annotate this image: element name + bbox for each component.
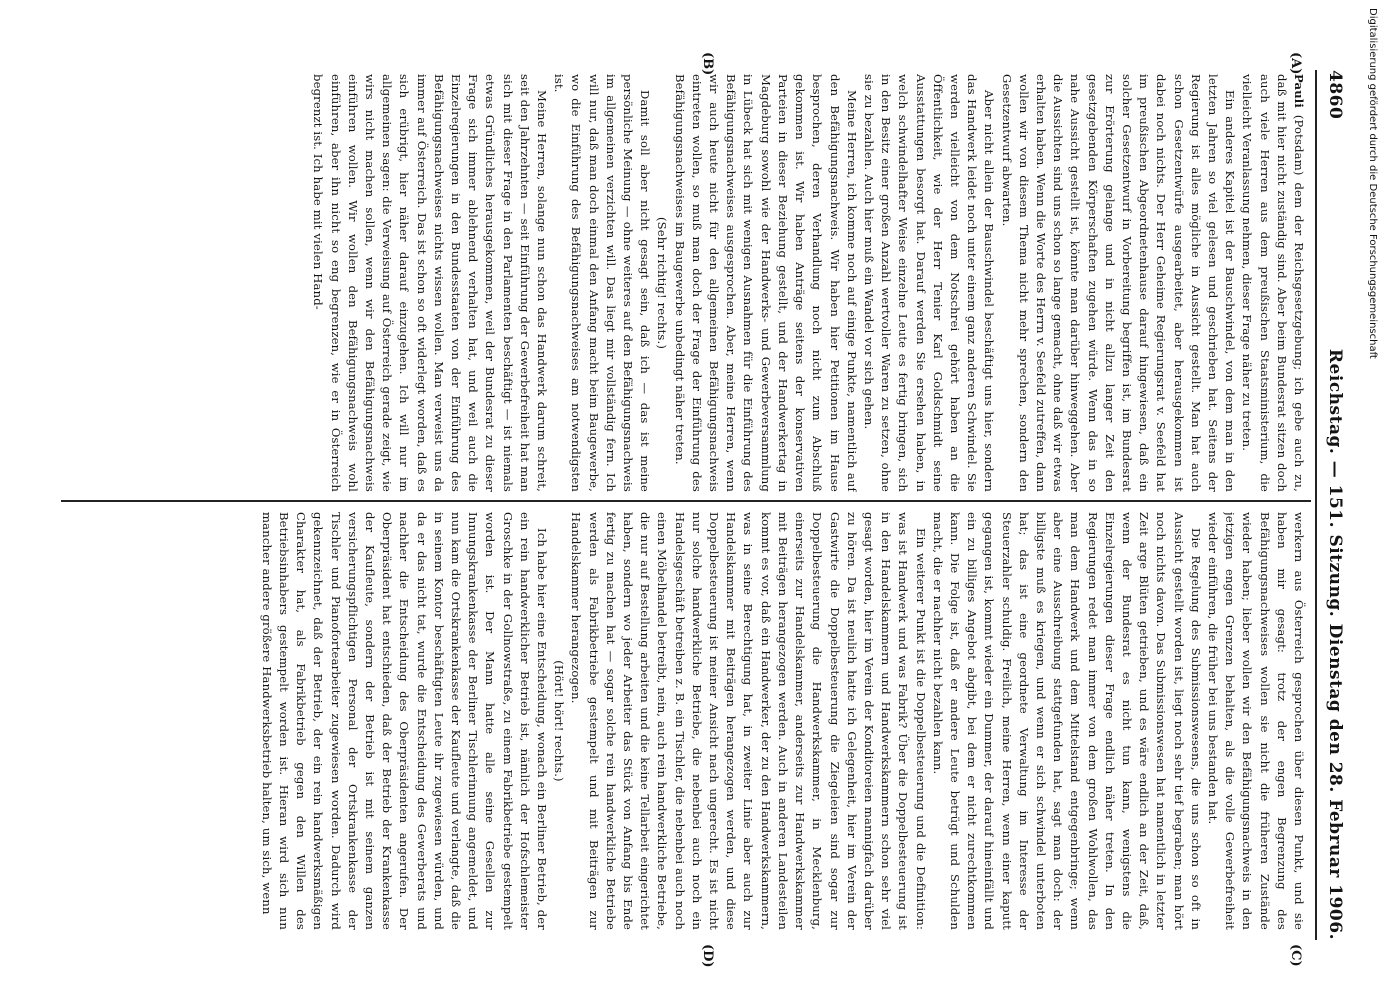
speaker-name: Pauli <box>1292 74 1306 108</box>
paragraph: Ein anderes Kapitel ist der Bauschwindel, von dem man in den letzten Jahren so viel gelesen und geschrieben hat. Seitens der Regierung ist alles mögliche in Aussicht gestellt. Man hat auch schon Gesetzentwürfe ausgearbeitet, aber herausgekommen ist dabei noch nichts. Der Herr Geheime Regierungsrat v. Seefeld hat im preußischen Abgeordnetenhause darauf hingewiesen, daß ein solcher Gesetzentwurf in Vorbereitung begriffen ist, im Bundesrat zur Erörterung gelange und in nicht allzu langer Zeit den gesetzgebenden Körperschaften zugehen würde. Wenn das in so nahe Aussicht gestellt ist, könnte man darüber hinweggehen. Aber die Aussichten sind uns schon so lange gemacht, ohne daß wir etwas erhalten haben. Wenn die Worte des Herrn v. Seefeld zutreffen, dann wollen wir von diesem Thema nicht mehr sprechen, sondern den Gesetzentwurf abwarten. <box>999 74 1238 492</box>
right-column <box>62 512 1307 930</box>
margin-marker-a: (A) <box>1288 52 1303 75</box>
speaker-party: (Potsdam) <box>1292 114 1306 176</box>
page-header <box>1322 70 1348 940</box>
paragraph: Meine Herren, solange nun schon das Handwerk darum schreit, seit den Jahrzehnten — seit Einführung der Gewerbefreiheit hat man sich mit dieser Frage in den Parlamenten beschäftigt — ist niemals etwas Gründliches herausgekommen, weil der Bundesrat zu dieser Frage sich immer ablehnend verhalten hat, und weil auch die Einzelregierungen in den Bundesstaaten von der Einführung des Befähigungsnachweises nichts wissen wollen. Man verweist uns da immer auf Österreich. Das ist schon so oft widerlegt worden, daß es sich erübrigt, hier näher darauf einzugehen. Ich will nur im allgemeinen sagen: die Verweisung auf Österreich gerade zeigt, wie wirs nicht machen sollen, wenn wir den Befähigungsnachweis einführen wollen. Wir wollen den Befähigungsnachweis wohl einführen, aber ihn nicht so eng begrenzen, wie er in Österreich begrenzt ist. Ich habe mit vielen Hand- <box>311 74 550 492</box>
interjection: (Sehr richtig! rechts.) <box>655 217 670 349</box>
left-column <box>62 74 1307 492</box>
header-rule <box>1315 70 1317 940</box>
page-number: 4860 <box>1325 70 1345 120</box>
paragraph: Aber nicht allein der Bauschwindel beschäftigt uns hier, sondern das Handwerk leidet noch unter einem ganz anderen Schwindel. Sie werden vielleicht von dem Notschrei gehört haben an die Öffentlichkeit, wie der Herr Tenier Karl Goldschmidt seine Ausstattungen besorgt hat. Darauf werden Sie ersehen haben, in welch schwindelhafter Weise einzelne Leute es fertig bringen, sich in den Besitz einer großen Anzahl wertvoller Waren zu setzen, ohne sie zu bezahlen. Auch hier muß ein Wandel vor sich gehen. <box>861 74 997 492</box>
paragraph-text: dem der Reichsgesetzgebung; ich gebe auch zu, daß mit hier nicht zuständig sind. Aber beim Bundesrat sitzen doch auch viele Herren aus dem preußischen Staatsministerium, die vielleicht Veranlassung nehmen, dieser Frage näher zu treten. <box>1240 74 1306 492</box>
running-head: Reichstag. — 151. Sitzung. Dienstag den 28. Februar 1906. <box>1325 348 1345 940</box>
paragraph <box>1238 74 1307 492</box>
column-divider <box>61 500 1311 502</box>
paragraph: Ein weiterer Punkt ist die Doppelbesteuerung und die Definition: was ist Handwerk und was Fabrik? Über die Doppelbesteuerung ist in den Handelskammern und Handwerkskammern schon sehr viel gesagt worden, hier im Verein der Konditoreien mannigfach darüber zu hören. Da ist neulich hatte ich Gelegenheit, hier im Verein der Gastwirte die Doppelbesteuerung die Ziegeleien sind sogar zur Doppelbesteuerung die Handwerkskammer, in Mecklenburg, einerseits zur Handelskammer, anderseits zur Handwerkskammer mit Beiträgen herangezogen werden. Auch in anderen Landesteilen kommt es vor, daß ein Handwerker, der zu den Handwerkskammern, was in seine Berechtigung hat, in zweiter Linie aber auch zur Handelskammer mit Beiträgen herangezogen werden, und diese Doppelbesteuerung ist meiner Ansicht nach ungerecht. Es ist nicht nur solche handwerkliche Betriebe, die nebenbei auch noch ein Handelsgeschäft betreiben z. B. ein Tischler, die nebenbei auch noch einen Möbelhandel betreibt, nein, auch rein handwerkliche Betriebe, die nur auf Bestellung arbeiten und die keine Tellarbeit eingerichtet haben, sondern wo jeder Arbeiter das Stück von Anfang bis Ende fertig zu machen hat — sogar solche rein handwerkliche Betriebe werden als Fabrikbetriebe gestempelt und mit Beiträgen zur Handelskammer herangezogen. <box>569 512 928 930</box>
paragraph: Damit soll aber nicht gesagt sein, daß ich — das ist meine persönliche Meinung — ohne weiteres auf den Befähigungsnachweis im allgemeinen verzichten will. Das liegt mir vollständig fern. Ich will nur, daß man doch einmal den Anfang macht beim Baugewerbe, wo die Einführung des Befähigungsnachweises am notwendigsten ist. <box>552 74 653 492</box>
digitization-credit: Digitalisierung gefördert durch die Deutsche Forschungsgemeinschaft <box>1367 8 1378 359</box>
paragraph: Meine Herren, ich komme noch auf einige Punkte, namentlich auf den Befähigungsnachweis. Wir haben hier Petitionen im Hause besprochen, deren Verhandlung noch nicht zum Abschluß gekommen ist. Wir haben Anträge seitens der konservativen Parteien in dieser Beziehung gestellt, und der Handwerkertag in Magdeburg sowohl wie der Handwerks- und Gewerbeversammlung in Lübeck hat sich mit wenigen Ausnahmen für die Einführung des Befähigungsnachweises ausgesprochen. Aber, meine Herren, wenn wir auch heute nicht für den allgemeinen Befähigungsnachweis eintreten wollen, so muß man doch der Frage der Einführung des Befähigungsnachweises im Baugewerbe unbedingt näher treten. <box>672 74 859 492</box>
paragraph: Die Regelung des Submissionswesens, die uns schon so oft in Aussicht gestellt worden ist, liegt noch sehr tief begraben; man hört noch nichts davon. Das Submissionswesen hat namentlich in letzter Zeit arge Blüten getrieben, und es wäre endlich an der Zeit, daß, wenn der Bundesrat es nicht tun kann, wenigstens die Einzelregierungen dieser Frage endlich näher treten. In den Regierungen redet man immer von dem großen Wohlwollen, das man dem Handwerk und dem Mittelstand entgegenbringe; wenn aber eine Ausschreibung stattgefunden hat, sagt man doch: der billigste muß es kriegen, und wenn er sich schwindel unterboten hat; das ist eine geordnete Verwaltung im Interesse der Steuerzahler schuldig. Freilich, meine Herren, wenn einer kaputt gegangen ist, kommt wieder ein Dummer, der darauf hineinfällt und ein zu billiges Angebot abgibt, bei dem er nicht zurechtkommen kann. Die Folge ist, daß er andere Leute betrügt und Schulden macht, die er nachher nicht bezahlen kann. <box>930 512 1203 930</box>
margin-marker-d: (D) <box>700 944 715 968</box>
paragraph: werkern aus Österreich gesprochen über diesen Punkt, und sie haben mir gesagt: trotz der engen Begrenzung des Befähigungsnachweises wollen sie nicht die früheren Zustände wieder haben; lieber wollen wir den Befähigungsnachweis in den jetzigen engen Grenzen behalten, als die volle Gewerbefreiheit wieder einführen, die früher bei uns bestanden hat. <box>1205 512 1306 930</box>
margin-marker-b: (B) <box>700 52 715 76</box>
margin-marker-c: (C) <box>1288 944 1303 967</box>
interjection: (Hört! hört! rechts.) <box>552 660 567 782</box>
paragraph: Ich habe hier eine Entscheidung, wonach ein Berliner Betrieb, der ein rein handwerklicher Betrieb ist, nämlich der Hofschlemeister Groschke in der Gollnowstraße, zu einem Fabrikbetriebe gestempelt worden ist. Der Mann hatte alle seine Gesellen zur Innungskrankenkasse der Berliner Tischlerinnung angemeldet, und nun kam die Ortskrankenkasse der Kaufleute und verlangte, daß die in seinem Kontor beschäftigten Leute ihr zugewiesen würden, und da er das nicht tat, wurde die Entscheidung des Gewerberats und nachher die Entscheidung des Oberpräsidenten angerufen. Der Oberpräsident hat entschieden, daß der Betrieb der Krankenkasse der Kaufleute, sondern der Betrieb ist mit seinem ganzen versicherungspflichtigen Personal der Ortskrankenkasse der Tischler und Pianofortearbeiter zugewiesen worden. Dadurch wird gekennzeichnet, daß der Betrieb, der ein rein handwerksmäßigen Charakter hat, als Fabrikbetrieb gegen den Willen des Betriebsinhabers gestempelt worden ist. Hieran wird sich nun mancher andere größere Handwerksbetrieb halten, um sich, wenn <box>259 512 550 930</box>
